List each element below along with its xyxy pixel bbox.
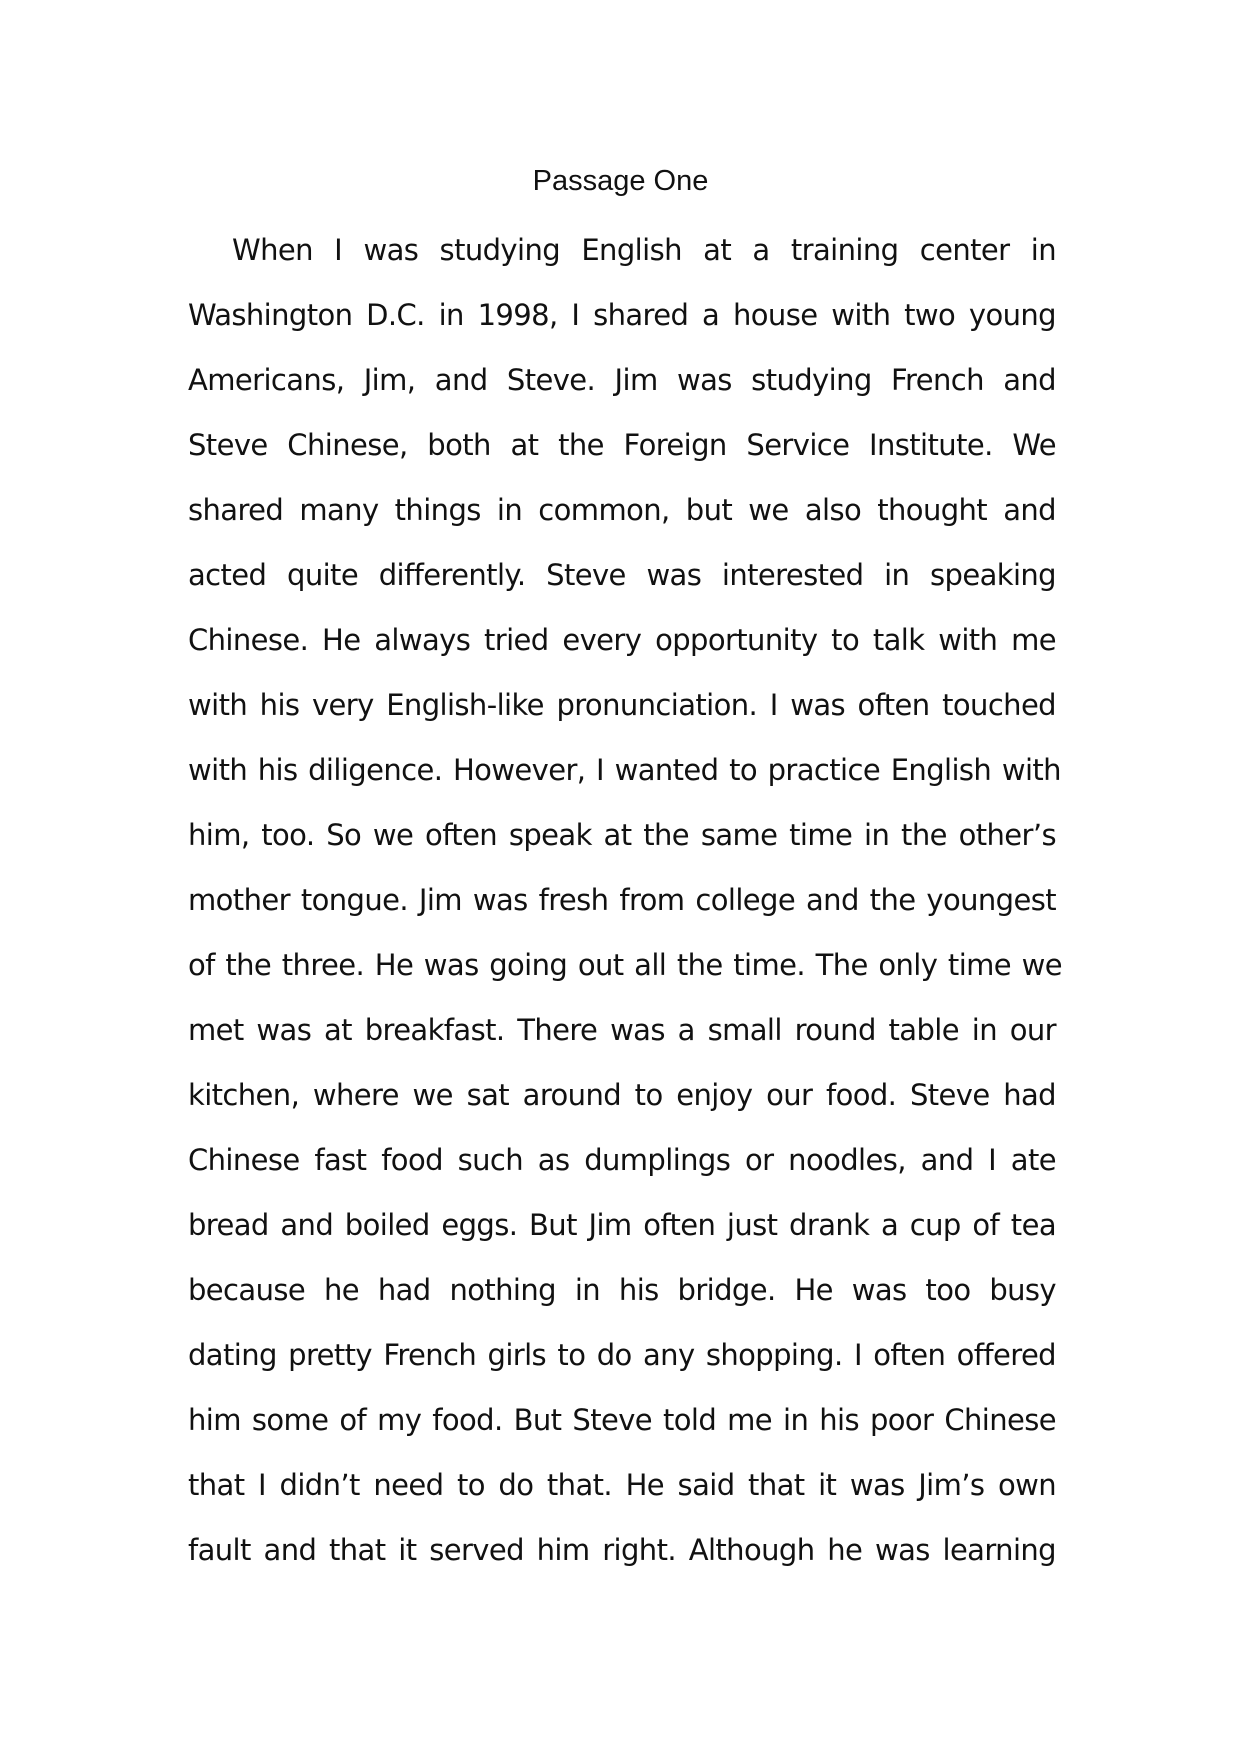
text-line: with his diligence. However, I wanted to practice English with	[188, 753, 1061, 787]
text-line: When I was studying English at a training center in	[232, 233, 1056, 267]
passage-title: Passage One	[532, 165, 709, 197]
text-line: him, too. So we often speak at the same time in the other’s	[188, 818, 1056, 852]
text-line: fault and that it served him right. Although he was learning	[188, 1533, 1056, 1567]
passage-body	[188, 226, 1063, 1591]
text-line: Washington D.C. in 1998, I shared a house with two young	[188, 298, 1056, 332]
text-line: Americans, Jim, and Steve. Jim was studying French and	[188, 363, 1056, 397]
text-line: him some of my food. But Steve told me in his poor Chinese	[188, 1403, 1056, 1437]
text-line: of the three. He was going out all the time. The only time we	[188, 948, 1063, 982]
text-line: Steve Chinese, both at the Foreign Service Institute. We	[188, 428, 1056, 462]
text-line: kitchen, where we sat around to enjoy our food. Steve had	[188, 1078, 1056, 1112]
text-line: Chinese fast food such as dumplings or noodles, and I ate	[188, 1143, 1056, 1177]
text-line: with his very English-like pronunciation. I was often touched	[188, 688, 1056, 722]
text-line: Chinese. He always tried every opportunity to talk with me	[188, 623, 1056, 657]
text-line: because he had nothing in his bridge. He was too busy	[188, 1273, 1056, 1307]
text-line: acted quite differently. Steve was interested in speaking	[188, 558, 1056, 592]
text-line: shared many things in common, but we also thought and	[188, 493, 1056, 527]
text-line: mother tongue. Jim was fresh from college and the youngest	[188, 883, 1056, 917]
text-line: met was at breakfast. There was a small round table in our	[188, 1013, 1056, 1047]
text-line: bread and boiled eggs. But Jim often just drank a cup of tea	[188, 1208, 1056, 1242]
text-line: dating pretty French girls to do any shopping. I often offered	[188, 1338, 1056, 1372]
text-line: that I didn’t need to do that. He said that it was Jim’s own	[188, 1468, 1056, 1502]
